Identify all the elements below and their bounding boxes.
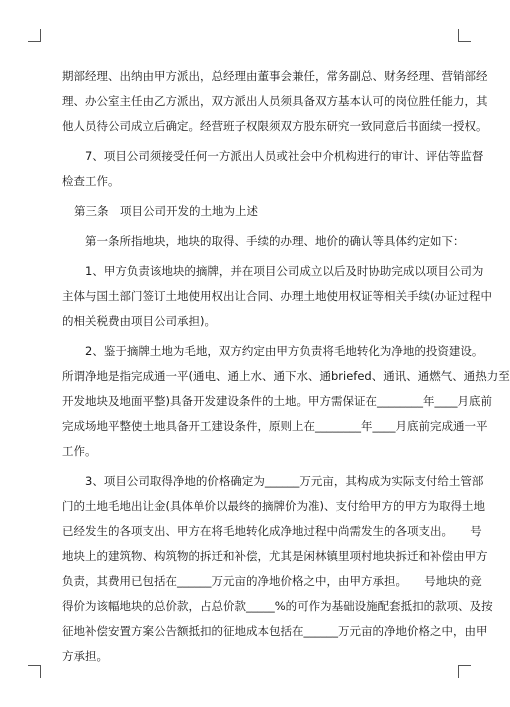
text-line: 3、项目公司取得净地的价格确定为______万元亩，其构成为实际支付给土管部 <box>85 474 484 488</box>
text-line: 得价为该幅地块的总价款，占总价款_____%的可作为基础设施配套抵扣的款项、及按 <box>62 599 493 613</box>
article-heading: 第三条 项目公司开发的土地为上述 <box>74 204 258 218</box>
text-line: 已经发生的各项支出、甲方在将毛地转化成净地过程中尚需发生的各项支出。 号 <box>62 524 482 538</box>
text-line: 完成场地平整使土地具备开工建设条件，原则上在________年____月底前完成通一平 <box>62 419 488 433</box>
text-line: 开发地块及地面平整)具备开发建设条件的土地。甲方需保证在________年____月底前 <box>62 394 492 408</box>
crop-mark-top-left <box>28 29 41 42</box>
text-line: 工作。 <box>62 444 97 458</box>
text-line: 门的土地毛地出让金(具体单价以最终的摘牌价为准)、支付给甲方的甲方为取得土地 <box>62 499 485 513</box>
text-line: 负责，其费用已包括在______万元亩的净地价格之中，由甲方承担。 号地块的竞 <box>62 574 482 588</box>
crop-mark-top-right <box>458 29 471 42</box>
text-line: 2、鉴于摘牌土地为毛地，双方约定由甲方负责将毛地转化为净地的投资建设。 <box>85 344 484 358</box>
text-line: 的相关税费由项目公司承担)。 <box>62 314 216 328</box>
crop-mark-bottom-left <box>28 665 41 678</box>
text-line: 他人员待公司成立后确定。经营班子权限须双方股东研究一致同意后书面续一授权。 <box>62 119 488 133</box>
text-line: 地块上的建筑物、构筑物的拆迁和补偿，尤其是闲林镇里项村地块拆迁和补偿由甲方 <box>62 549 488 563</box>
crop-mark-bottom-right <box>458 665 471 678</box>
text-line: 期部经理、出纳由甲方派出，总经理由董事会兼任，常务副总、财务经理、营销部经 <box>62 69 488 83</box>
text-line: 主体与国土部门签订土地使用权出让合同、办理土地使用权证等相关手续(办证过程中 <box>62 289 492 303</box>
text-line: 7、项目公司须接受任何一方派出人员或社会中介机构进行的审计、评估等监督 <box>85 149 484 163</box>
document-body <box>62 64 510 669</box>
text-line: 所谓净地是指完成通一平(通电、通上水、通下水、通briefed、通讯、通燃气、通热力至 <box>62 369 510 383</box>
text-line: 第一条所指地块，地块的取得、手续的办理、地价的确认等具体约定如下： <box>85 234 465 248</box>
text-line: 理、办公室主任由乙方派出，双方派出人员须具备双方基本认可的岗位胜任能力，其 <box>62 94 488 108</box>
text-line: 征地补偿安置方案公告额抵扣的征地成本包括在______万元亩的净地价格之中，由甲 <box>62 624 488 638</box>
text-line: 方承担。 <box>62 649 108 663</box>
text-line: 检查工作。 <box>62 174 120 188</box>
text-line: 1、甲方负责该地块的摘牌，并在项目公司成立以后及时协助完成以项目公司为 <box>85 264 484 278</box>
